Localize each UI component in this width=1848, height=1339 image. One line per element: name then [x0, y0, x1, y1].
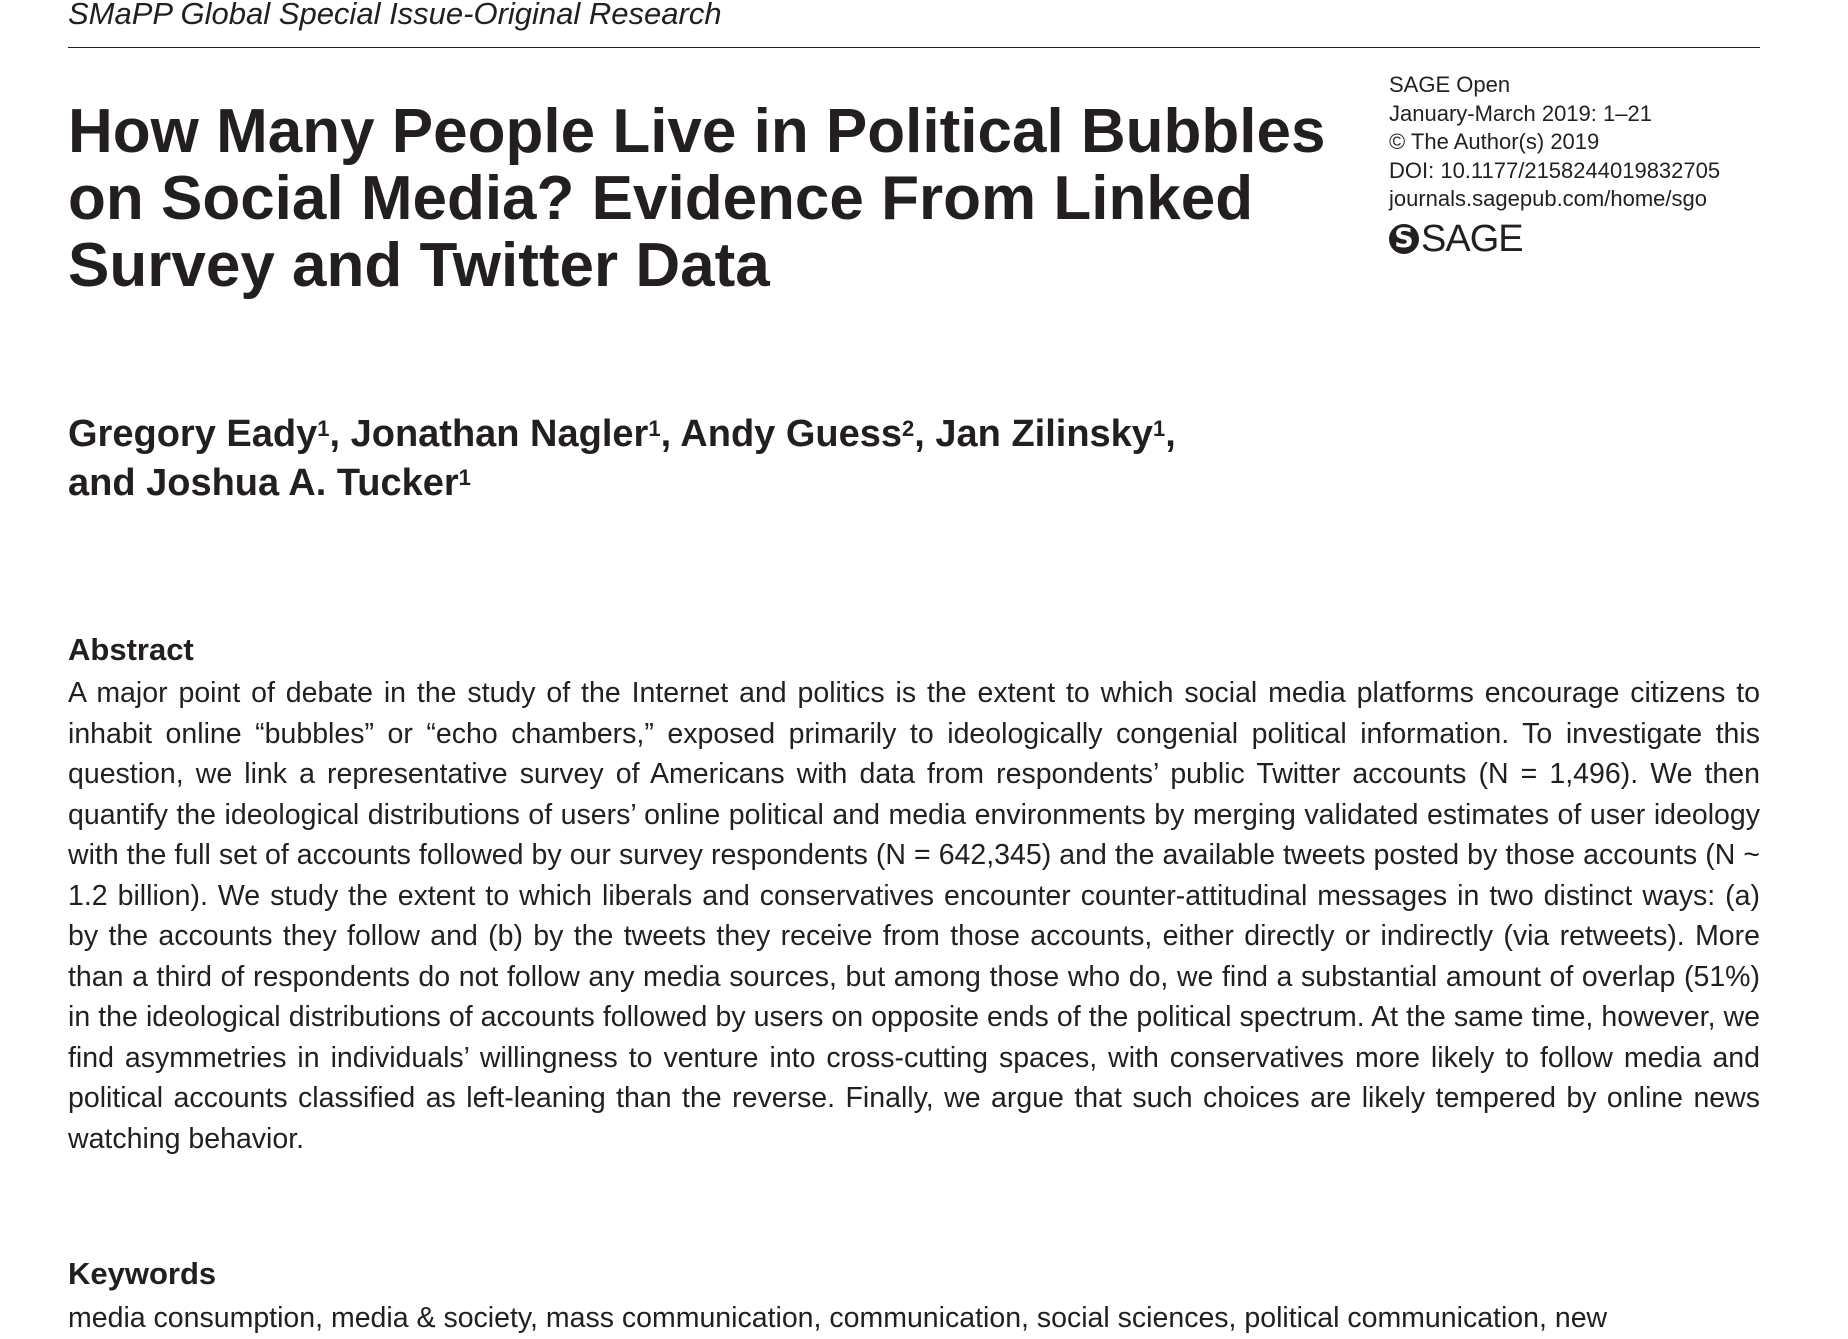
author-affiliation: 1	[648, 416, 661, 441]
doi: DOI: 10.1177/2158244019832705	[1389, 157, 1721, 183]
author	[680, 413, 935, 455]
author-separator: ,	[329, 413, 351, 455]
journal-metadata	[1389, 71, 1720, 214]
author	[935, 413, 1175, 455]
abstract-body: A major point of debate in the study of the Internet and politics is the extent to which social media platforms encourage citizens to inhabit online “bubbles” or “echo chambers,” exposed primarily to ideologically congenial political information. To investigate this question, we link a representative survey of Americans with data from respondents’ public Twitter accounts (N = 1,496). We then quantify the ideological distributions of users’ online political and media environments by merging validated estimates of user ideology with the full set of accounts followed by our survey respondents (N = 642,345) and the available tweets posted by those accounts (N ~ 1.2 billion). We study the extent to which liberals and conservatives encounter counter-attitudinal messages in two distinct ways: (a) by the accounts they follow and (b) by the tweets they receive from those accounts, either directly or indirectly (via retweets). More than a third of respondents do not follow any media sources, but among those who do, we find a substantial amount of overlap (51%) in the ideological distributions of accounts followed by users on opposite ends of the political spectrum. At the same time, however, we find asymmetries in individuals’ willingness to venture into cross-cutting spaces, with conservatives more likely to follow media and political accounts classified as left-leaning than the reverse. Finally, we argue that such choices are likely tempered by online news watching behavior.	[68, 677, 1760, 1155]
author-separator: ,	[914, 413, 936, 455]
author-name: Jan Zilinsky	[935, 413, 1153, 455]
author-name: Gregory Eady	[68, 413, 318, 455]
author-affiliation: 1	[458, 465, 471, 490]
keywords-heading: Keywords	[68, 1256, 217, 1291]
author-separator: ,	[1165, 413, 1176, 455]
header-divider	[68, 47, 1760, 48]
author-list	[68, 410, 1268, 508]
author	[68, 413, 351, 455]
journal-name: SAGE Open	[1389, 72, 1511, 97]
paper-title: How Many People Live in Political Bubbles on Social Media? Evidence From Linked Survey and Twitter Data	[68, 97, 1326, 300]
sage-logo	[1389, 217, 1523, 261]
author-name: and Joshua A. Tucker	[68, 462, 459, 504]
keywords-list: media consumption, media & society, mass communication, communication, social sciences, political communication, new	[68, 1302, 1608, 1334]
journal-url: journals.sagepub.com/home/sgo	[1389, 186, 1707, 211]
author-affiliation: 1	[317, 416, 330, 441]
sage-logo-icon: S	[1389, 224, 1419, 254]
author-separator: ,	[660, 413, 681, 455]
author-affiliation: 1	[1152, 416, 1166, 441]
journal-issue: January-March 2019: 1–21	[1389, 100, 1652, 126]
abstract-heading: Abstract	[68, 632, 194, 667]
author-name: Jonathan Nagler	[350, 413, 649, 455]
section-label: SMaPP Global Special Issue-Original Research	[68, 0, 722, 31]
author	[351, 413, 681, 455]
sage-logo-text: SAGE	[1421, 217, 1523, 260]
author	[68, 462, 471, 504]
author-affiliation: 2	[902, 416, 915, 441]
copyright-notice: © The Author(s) 2019	[1389, 129, 1600, 154]
author-name: Andy Guess	[680, 413, 903, 455]
